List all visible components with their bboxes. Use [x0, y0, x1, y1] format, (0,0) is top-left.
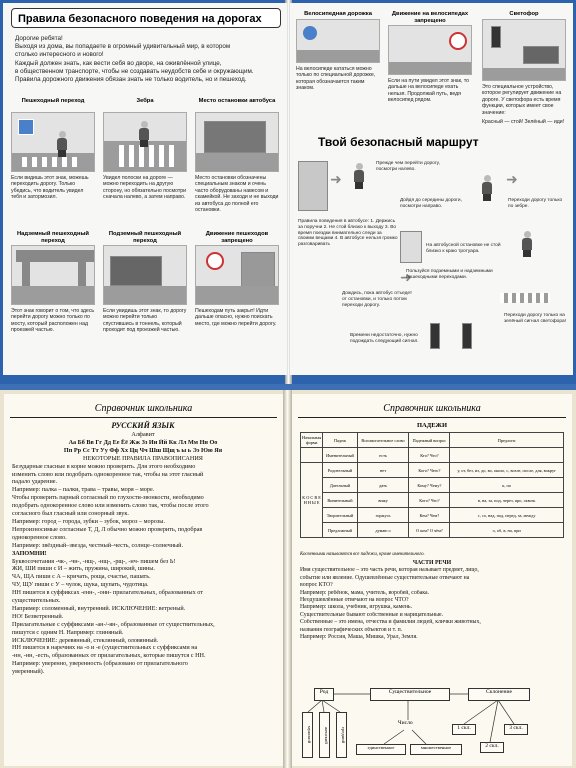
route-title: Твой безопасный маршрут: [318, 135, 479, 149]
text-line: названия географических объектов и т. п.: [300, 626, 403, 633]
text-line: Чтобы проверить парный согласный по глухости-звонкости, необходимо: [12, 494, 204, 502]
gender-item: средний: [336, 712, 347, 758]
child-figure: [522, 231, 532, 257]
number-label: Число: [398, 720, 413, 726]
declension-item: 1 скл.: [452, 724, 476, 735]
text-line: Например: город – города, зубки – зубок, мороз – морозы.: [12, 517, 165, 525]
route-note: Переходи дорогу только на зелёный сигнал светофора!: [504, 313, 567, 324]
table-cell: Кем? Чем?: [409, 508, 450, 523]
text-line: ИСКЛЮЧЕНИЕ: деревянный, стеклянный, оловянный.: [12, 636, 159, 644]
rules-heading: НЕКОТОРЫЕ ПРАВИЛА ПРАВОПИСАНИЯ: [83, 454, 203, 462]
table-cell: дать: [357, 478, 409, 493]
cell-caption: Зебра: [136, 98, 154, 104]
cell-text: Если увидишь этот знак, то дорогу можно перейти только спустившись в тоннель, который проходит под проезжей частью.: [103, 308, 187, 334]
route-note: Времени недостаточно, нужно подождать следующий сигнал.: [350, 333, 419, 344]
car-shape: [523, 46, 559, 64]
truck-shape: [241, 252, 275, 288]
no-pedestrians-illustration: [195, 245, 279, 305]
text-line: Прилагательные с суффиксами -ан-/-ян-, образованные от существительных,: [12, 620, 215, 628]
route-arrow-icon: ➜: [330, 171, 342, 187]
overpass-cell: [11, 231, 95, 334]
traffic-light-icon: [430, 323, 440, 349]
text-line: НО! Безветренный.: [12, 612, 64, 620]
table-cell: в, на, за, под, через, про, сквозь: [450, 493, 564, 508]
table-cell: Винительный: [323, 493, 357, 508]
cell-caption: Подземный пешеходный переход: [108, 231, 182, 244]
text-line: ЧУ, ЩУ пиши с У – чулок, щука, щупать, чудотица.: [12, 581, 149, 589]
no-bikes-illustration: [388, 25, 472, 75]
bike-lane-cell: [296, 11, 380, 92]
bottom-left-page: [4, 394, 283, 766]
intro-line: в общественном транспорте, чтобы не создавать неудобств себе и окружающим.: [15, 67, 254, 75]
gender-item: женский: [319, 712, 330, 758]
cell-text: Этот знак говорит о том, что здесь перейти дорогу можно только по мосту, который расположен над проезжей частью.: [11, 308, 95, 334]
no-bike-sign-icon: [449, 32, 467, 50]
table-cell: Именительный: [323, 448, 357, 463]
text-line: Например: звёздный–звезда, честный–честь, солнце–солнечный.: [12, 541, 184, 549]
table-title: ПАДЕЖИ: [416, 422, 448, 429]
traffic-light-cell: [482, 11, 566, 125]
declension-item: 2 скл.: [480, 742, 504, 753]
oblique-cases-label: К О С В Е Н Н Ы Е: [301, 463, 323, 538]
table-header: Вспомогательное слово: [357, 433, 409, 448]
cell-caption: Движение на велосипедах запрещено: [391, 11, 469, 24]
top-right-page: [290, 3, 573, 375]
bus-stop-illustration: [195, 112, 279, 172]
text-line: падало ударение.: [12, 478, 58, 486]
underpass-cell: [103, 231, 187, 334]
cell-text: На велосипеде кататься можно только по специальной дорожке, которая обозначается таким знаком.: [296, 66, 376, 92]
text-line: однокоренное слово.: [12, 533, 67, 541]
gender-item: мужской: [302, 712, 313, 758]
intro-line: столько интересного и нового!: [15, 51, 104, 59]
table-cell: Дательный: [323, 478, 357, 493]
bus-shape: [204, 121, 266, 153]
text-line: вопрос КТО?: [300, 582, 333, 589]
text-line: Например: палка – палки, трава – травы, моря – море.: [12, 486, 155, 494]
text-line: -нн, -нн, -есть, образованных от прилагательных, которые пишутся с НН.: [12, 652, 206, 660]
crosswalk-cell: [11, 98, 95, 201]
bike-sign-icon: [303, 26, 317, 40]
cell-caption: Движение пешеходов запрещено: [205, 231, 269, 244]
number-item: множественное: [410, 744, 462, 755]
intro-text: [15, 35, 281, 84]
declension-box: Склонение: [468, 688, 530, 701]
cell-text: Увидел полоски на дороге — можно переходить на другую сторону, но обязательно посмотри сначала налево, а затем направо.: [103, 175, 187, 201]
route-arrow-icon: ➜: [506, 171, 518, 187]
noun-box: Существительное: [370, 688, 450, 701]
table-cell: Кто? Что?: [409, 448, 450, 463]
route-note: Дождись, пока автобус отъедет от остановки, и только потом переходи дорогу.: [342, 291, 413, 308]
intro-line: Выходя из дома, вы попадаете в огромный удивительный мир, в котором: [15, 43, 231, 51]
cell-caption: Светофор: [509, 11, 539, 17]
top-left-page: [3, 3, 287, 375]
cell-caption: Пешеходный переход: [21, 98, 85, 104]
table-cell: Предложный: [323, 523, 357, 538]
page-header: Справочник школьника: [10, 401, 277, 418]
route-note: Прежде чем перейти дорогу, посмотри налево.: [376, 161, 440, 172]
traffic-light-illustration: [482, 19, 566, 81]
cell-text: Если на пути увидел этот знак, то дальше на велосипеде ехать нельзя. Продолжай путь, ведя велосипед рядом.: [388, 78, 470, 104]
child-figure: [139, 121, 149, 147]
intro-line: Каждый должен знать, как вести себя во дворе, на оживлённой улице,: [15, 59, 222, 67]
bike-lane-illustration: [296, 19, 380, 63]
table-cell: Родительный: [323, 463, 357, 478]
text-line: существительных.: [12, 597, 61, 605]
cell-caption: Надземный пешеходный переход: [17, 231, 89, 244]
text-line: событие или явление. Одушевлённые существительные отвечают на: [300, 574, 470, 581]
zebra-cell: [103, 98, 187, 201]
intro-line: Правила дорожного движения обязан знать не только водитель, но и пешеход.: [15, 76, 247, 84]
crosswalk-illustration: [11, 112, 95, 172]
house-shape: [298, 161, 328, 211]
bus-stop-sign-icon: [400, 231, 422, 263]
bottom-gutter: [283, 390, 292, 768]
text-line: Буквосочетания -чк-, -чн-, -нщ-, -нщ-, -рщ-, -нч- пишем без Ь!: [12, 557, 176, 565]
underpass-illustration: [103, 245, 187, 305]
cell-text: Место остановки обозначены специальным знаком и очень часто оборудованы навесом и скамейкой. Не заходи и не выходи из автобуса до полной его остановки.: [195, 175, 279, 214]
text-line: Например: ребёнок, мама, учитель, воробей, собака.: [300, 589, 430, 596]
no-bikes-cell: [388, 11, 472, 104]
gender-box: Род: [314, 688, 334, 701]
text-line: Неодушевлённые отвечают на вопрос ЧТО?: [300, 597, 409, 604]
text-line: пишутся с одним Н. Например: глиняный.: [12, 628, 124, 636]
table-cell: Кому? Чему?: [409, 478, 450, 493]
cell-caption: Велосипедная дорожка: [304, 11, 372, 17]
text-line: Например: соломенный, внутренний. ИСКЛЮЧЕНИЕ: ветреный.: [12, 604, 186, 612]
table-cell: Кого? Что?: [409, 493, 450, 508]
text-line: НН пишется в наречиях на -о и -е (существительных с суффиксами на: [12, 644, 198, 652]
cell-text: Это специальное устройство, которое регулирует движение на дороге. У светофора есть время функции, которых имеет свое значение:: [482, 84, 562, 116]
text-line: Например: Россия, Маша, Мишка, Урал, Земля.: [300, 634, 418, 641]
route-note: Переходи дорогу только по зебре.: [508, 198, 563, 209]
section-heading: РУССКИЙ ЯЗЫК: [111, 421, 175, 430]
bus-stop-cell: [195, 98, 279, 213]
table-cell: о, об, в, на, при: [450, 523, 564, 538]
text-line: НН пишется в суффиксах -енн-, -онн- прилагательных, образованных от: [12, 589, 203, 597]
prohibition-sign-icon: [206, 252, 224, 270]
bottom-spread: [0, 390, 576, 768]
text-line: Существительные бывают собственные и нарицательные.: [300, 611, 444, 618]
crosswalk-sign-icon: [18, 119, 34, 135]
number-item: единственное: [356, 744, 406, 755]
table-cell: вижу: [357, 493, 409, 508]
page-title: Правила безопасного поведения на дорогах: [11, 8, 281, 28]
table-cell: О ком? О чём?: [409, 523, 450, 538]
overpass-illustration: [11, 245, 95, 305]
table-cell: есть: [357, 448, 409, 463]
text-line: Собственные – это имена, отчества и фамилии людей, клички животных,: [300, 619, 481, 626]
section-heading: ЧАСТИ РЕЧИ: [412, 560, 452, 566]
table-cell: у, от, без, из, до, во, около, с, возле, после, для, вокруг: [450, 463, 564, 478]
text-line: согласного был гласный или сонорный звук.: [12, 510, 129, 518]
table-cell: с, со, над, под, перед, за, между: [450, 508, 564, 523]
text-line: ЧА, ЩА пиши с А – кричать, роща, счастье, пашать.: [12, 573, 151, 581]
alphabet-label: Алфавит: [131, 431, 155, 438]
traffic-light-rule: Красный — стой! Зелёный — иди!: [482, 119, 565, 126]
cell-caption: Место остановки автобуса: [198, 98, 276, 104]
noun-diagram-lines: [292, 394, 572, 766]
table-header: Начальная форма: [301, 433, 323, 448]
table-header: Падеж: [323, 433, 357, 448]
route-note: На автобусной остановке не стой близко к краю тротуара.: [426, 243, 501, 254]
table-cell: Кого? Чего?: [409, 463, 450, 478]
table-cell: думаю о: [357, 523, 409, 538]
route-note: Дойдя до середины дороги, посмотри направо.: [400, 198, 462, 209]
table-header: Падежный вопрос: [409, 433, 450, 448]
bottom-right-page: [292, 394, 572, 766]
text-line: Непроизносимые согласные Т, Д, Л обычно можно проверить, подобрав: [12, 525, 203, 533]
table-cell: нет: [357, 463, 409, 478]
page-header: Справочник школьника: [298, 401, 566, 418]
table-cell: к, по: [450, 478, 564, 493]
route-note: Пользуйся подземными и надземными пешеходными переходами.: [406, 269, 493, 280]
text-line: Например: уверенно, уверенность (образовано от прилагательного: [12, 660, 188, 668]
no-pedestrians-cell: [195, 231, 279, 327]
table-cell: Творительный: [323, 508, 357, 523]
intro-line: Дорогие ребята!: [15, 35, 63, 42]
table-header: Предлоги: [450, 433, 564, 448]
alphabet-line: Аа Бб Вв Гг Дд Ее Ёё Жж Зз Ии Йй Кк Лл Мм Нн Оо: [68, 438, 218, 446]
child-figure: [482, 175, 492, 201]
declension-item: 3 скл.: [504, 724, 528, 735]
alphabet-line: Пп Рр Сс Тт Уу Фф Хх Цц Чч Шш Щщ ъ ы ь Ээ Юю Яя: [63, 446, 223, 454]
traffic-light-icon: [462, 323, 472, 349]
bus-rules-note: Правила поведения в автобусе: 1. Держись за поручни 2. Не стой близко к выходу 3. Во время поездки внимательно следи за своими вещами 4. В автобусе нельзя громко разговаривать: [298, 219, 398, 248]
child-figure: [57, 131, 67, 157]
text-line: изменить слово или подобрать однокоренное так, чтобы на этот гласный: [12, 470, 204, 478]
child-figure: [354, 163, 364, 189]
text-line: ЖИ, ШИ пиши с И – жить, пружина, широкий, шины.: [12, 565, 155, 573]
route-arrow-icon: ➜: [400, 269, 412, 285]
text-line: Например: школа, учебник, игрушка, камень.: [300, 604, 413, 611]
text-line: Безударные гласные в корне можно проверить. Для этого необходимо: [12, 462, 196, 470]
russian-language-section: [12, 420, 274, 676]
text-line: ЗАПОМНИ!: [12, 549, 47, 557]
bus-shape: [110, 256, 162, 286]
cell-text: Если видишь этот знак, можешь переходить дорогу. Только убедись, что водитель увидел тебя и затормозил.: [11, 175, 89, 201]
cell-text: Пешеходам путь закрыт! Идти дальше опасно, нужно поискать место, где можно перейти дорогу.: [195, 308, 277, 327]
table-cell: горжусь: [357, 508, 409, 523]
text-line: Имя существительное – это часть речи, которая называет предмет, лицо,: [300, 567, 479, 574]
table-note: Косвенными называются все падежи, кроме именительного.: [300, 552, 425, 557]
zebra-illustration: [103, 112, 187, 172]
text-line: подобрать однокоренное слово или изменить слово так, чтобы после этого: [12, 502, 209, 510]
text-line: уверенный).: [12, 668, 45, 676]
traffic-light-icon: [491, 26, 501, 48]
